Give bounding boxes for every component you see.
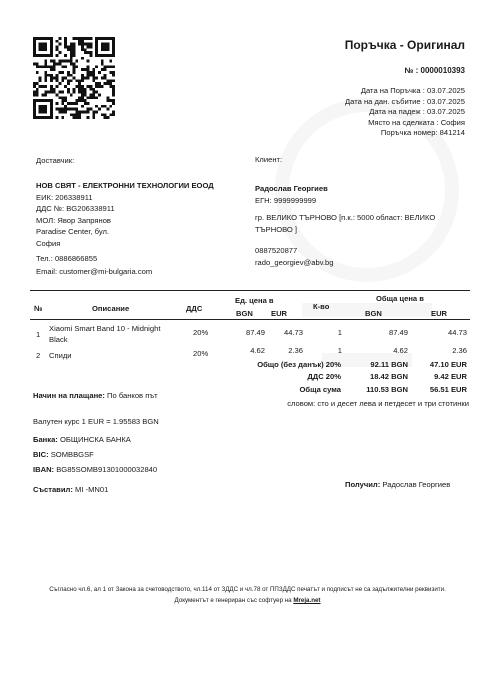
row-2-total-eur: 2.36 bbox=[452, 346, 467, 355]
totals-sum-eur: 56.51 EUR bbox=[429, 385, 467, 394]
meta-label: Дата на падеж : bbox=[369, 107, 425, 117]
supplier-block bbox=[36, 180, 214, 249]
document-title: Поръчка - Оригинал bbox=[344, 38, 465, 52]
meta-label: Поръчка номер: bbox=[380, 128, 438, 138]
client-address bbox=[255, 212, 435, 235]
meta-place bbox=[345, 118, 465, 129]
meta-tax-date bbox=[345, 97, 465, 108]
bank-details bbox=[33, 432, 157, 477]
client-egn: ЕГН: 9999999999 bbox=[255, 195, 317, 205]
iban-value: BG85SOMB91301000032840 bbox=[56, 465, 158, 474]
bank-label: Банка: bbox=[33, 435, 58, 444]
row-1-no: 1 bbox=[36, 330, 41, 339]
meta-order-date bbox=[345, 86, 465, 97]
client-phone: 0887520877 bbox=[255, 246, 298, 255]
meta-due-date bbox=[345, 107, 465, 118]
mreja-link[interactable]: Mreja.net bbox=[293, 597, 321, 604]
table-header-rule bbox=[30, 319, 470, 320]
row-1-total-bgn: 87.49 bbox=[388, 328, 408, 337]
totals-sum-label: Обща сума bbox=[299, 385, 341, 394]
col-header-total-eur: EUR bbox=[431, 309, 448, 318]
supplier-address-1: Paradise Center, бул. bbox=[36, 227, 110, 236]
client-name: Радослав Георгиев bbox=[255, 184, 328, 193]
supplier-name: НОВ СВЯТ - ЕЛЕКТРОННИ ТЕХНОЛОГИИ ЕООД bbox=[36, 181, 214, 190]
client-contacts bbox=[255, 245, 334, 268]
meta-order-no bbox=[345, 128, 465, 139]
meta-label: Дата на Поръчка : bbox=[360, 86, 425, 95]
row-1-unit-bgn: 87.49 bbox=[245, 328, 265, 337]
row-2-unit-eur: 2.36 bbox=[288, 346, 303, 355]
meta-value: София bbox=[440, 117, 465, 127]
order-number-label: № : bbox=[404, 66, 419, 75]
supplier-email: Email: customer@mi-bulgaria.com bbox=[36, 267, 153, 276]
author-label: Съставил: bbox=[33, 485, 73, 494]
row-2-no: 2 bbox=[36, 351, 41, 360]
supplier-contacts bbox=[36, 252, 152, 278]
supplier-eik: ЕИК: 206338911 bbox=[36, 192, 93, 202]
col-header-unit-price: Ед. цена в bbox=[235, 296, 274, 305]
client-heading: Клиент: bbox=[255, 155, 283, 164]
meta-label: Място на сделката : bbox=[368, 117, 439, 127]
row-1-total-eur: 44.73 bbox=[447, 328, 467, 337]
generated-prefix: Документът е генериран със софтуер на bbox=[174, 597, 292, 604]
iban-label: IBAN: bbox=[33, 465, 55, 474]
row-2-unit-bgn: 4.62 bbox=[250, 346, 265, 355]
client-email: rado_georgiev@abv.bg bbox=[255, 257, 334, 267]
bank-value: ОБЩИНСКА БАНКА bbox=[59, 435, 131, 444]
totals-vat-label: ДДС 20% bbox=[307, 372, 341, 381]
bic-value: SOMBBGSF bbox=[50, 450, 94, 459]
receiver-value: Радослав Георгиев bbox=[382, 480, 451, 489]
row-2-qty: 1 bbox=[337, 346, 342, 355]
legal-note: Съгласно чл.6, ал 1 от Закона за счетоводството, чл.114 от ЗДДС и чл.78 от ППЗДДС печатът и подписът не са задължителни реквизити. bbox=[49, 586, 446, 593]
col-header-vat: ДДС bbox=[186, 304, 203, 313]
row-1-desc-line-2: Black bbox=[49, 335, 68, 344]
client-address-1: гр. ВЕЛИКО ТЪРНОВО [п.к.: 5000 област: ВЕЛИКО bbox=[255, 213, 436, 222]
receiver-label: Получил: bbox=[345, 480, 381, 489]
receiver-signature bbox=[345, 480, 450, 489]
exchange-rate: Валутен курс 1 EUR = 1.95583 BGN bbox=[33, 417, 159, 426]
totals-in-words: словом: сто и десет лева и петдесет и три стотинки bbox=[287, 399, 469, 408]
row-1-desc-line-1: Xiaomi Smart Band 10 - Midnight bbox=[49, 324, 161, 333]
col-header-description: Описание bbox=[92, 304, 130, 313]
meta-label: Дата на дан. събитие : bbox=[345, 96, 425, 106]
row-2-total-bgn: 4.62 bbox=[393, 346, 408, 355]
supplier-address-2: София bbox=[36, 238, 61, 248]
client-address-2: ТЪРНОВО ] bbox=[255, 224, 298, 234]
meta-value: 841214 bbox=[439, 128, 465, 138]
col-header-unit-bgn: BGN bbox=[236, 309, 253, 318]
row-1-unit-eur: 44.73 bbox=[283, 328, 303, 337]
row-1-description bbox=[49, 323, 160, 345]
supplier-heading: Доставчик: bbox=[36, 156, 75, 165]
order-number-value: 0000010393 bbox=[420, 66, 465, 75]
row-2-vat: 20% bbox=[193, 349, 209, 358]
meta-value: 03.07.2025 bbox=[426, 107, 465, 117]
payment-method-label: Начин на плащане: bbox=[33, 391, 105, 400]
col-header-no: № bbox=[34, 304, 43, 313]
order-meta bbox=[345, 86, 465, 139]
payment-method-value: По банков път bbox=[107, 391, 158, 400]
order-number bbox=[404, 66, 465, 75]
author-signature bbox=[33, 485, 108, 494]
qr-code bbox=[33, 37, 115, 119]
totals-net-eur: 47.10 EUR bbox=[429, 360, 467, 369]
supplier-mol: МОЛ: Явор Запрянов bbox=[36, 215, 111, 225]
supplier-vat: ДДС №: BG206338911 bbox=[36, 204, 115, 213]
row-1-vat: 20% bbox=[193, 328, 209, 337]
totals-net-bgn: 92.11 BGN bbox=[370, 360, 408, 369]
bic-row bbox=[33, 447, 157, 462]
totals-vat-eur: 9.42 EUR bbox=[434, 372, 467, 381]
col-header-qty: К-во bbox=[313, 302, 330, 311]
payment-method bbox=[33, 391, 158, 400]
author-value: MI -MN01 bbox=[75, 485, 109, 494]
supplier-phone: Тел.: 0886866855 bbox=[36, 254, 98, 263]
table-top-rule bbox=[30, 290, 470, 291]
row-2-description: Спиди bbox=[49, 351, 72, 360]
row-1-qty: 1 bbox=[337, 328, 342, 337]
totals-net-label: Общо (без данък) 20% bbox=[257, 360, 341, 369]
bank-row bbox=[33, 432, 157, 447]
generated-note bbox=[0, 597, 495, 604]
col-header-total: Обща цена в bbox=[376, 294, 424, 303]
client-block bbox=[255, 183, 328, 206]
col-header-total-bgn: BGN bbox=[365, 309, 382, 318]
totals-vat-bgn: 18.42 BGN bbox=[370, 372, 408, 381]
iban-row bbox=[33, 462, 157, 477]
bic-label: BIC: bbox=[33, 450, 49, 459]
meta-value: 03.07.2025 bbox=[426, 96, 465, 106]
totals-sum-bgn: 110.53 BGN bbox=[366, 385, 408, 394]
col-header-unit-eur: EUR bbox=[271, 309, 288, 318]
meta-value: 03.07.2025 bbox=[426, 86, 465, 95]
